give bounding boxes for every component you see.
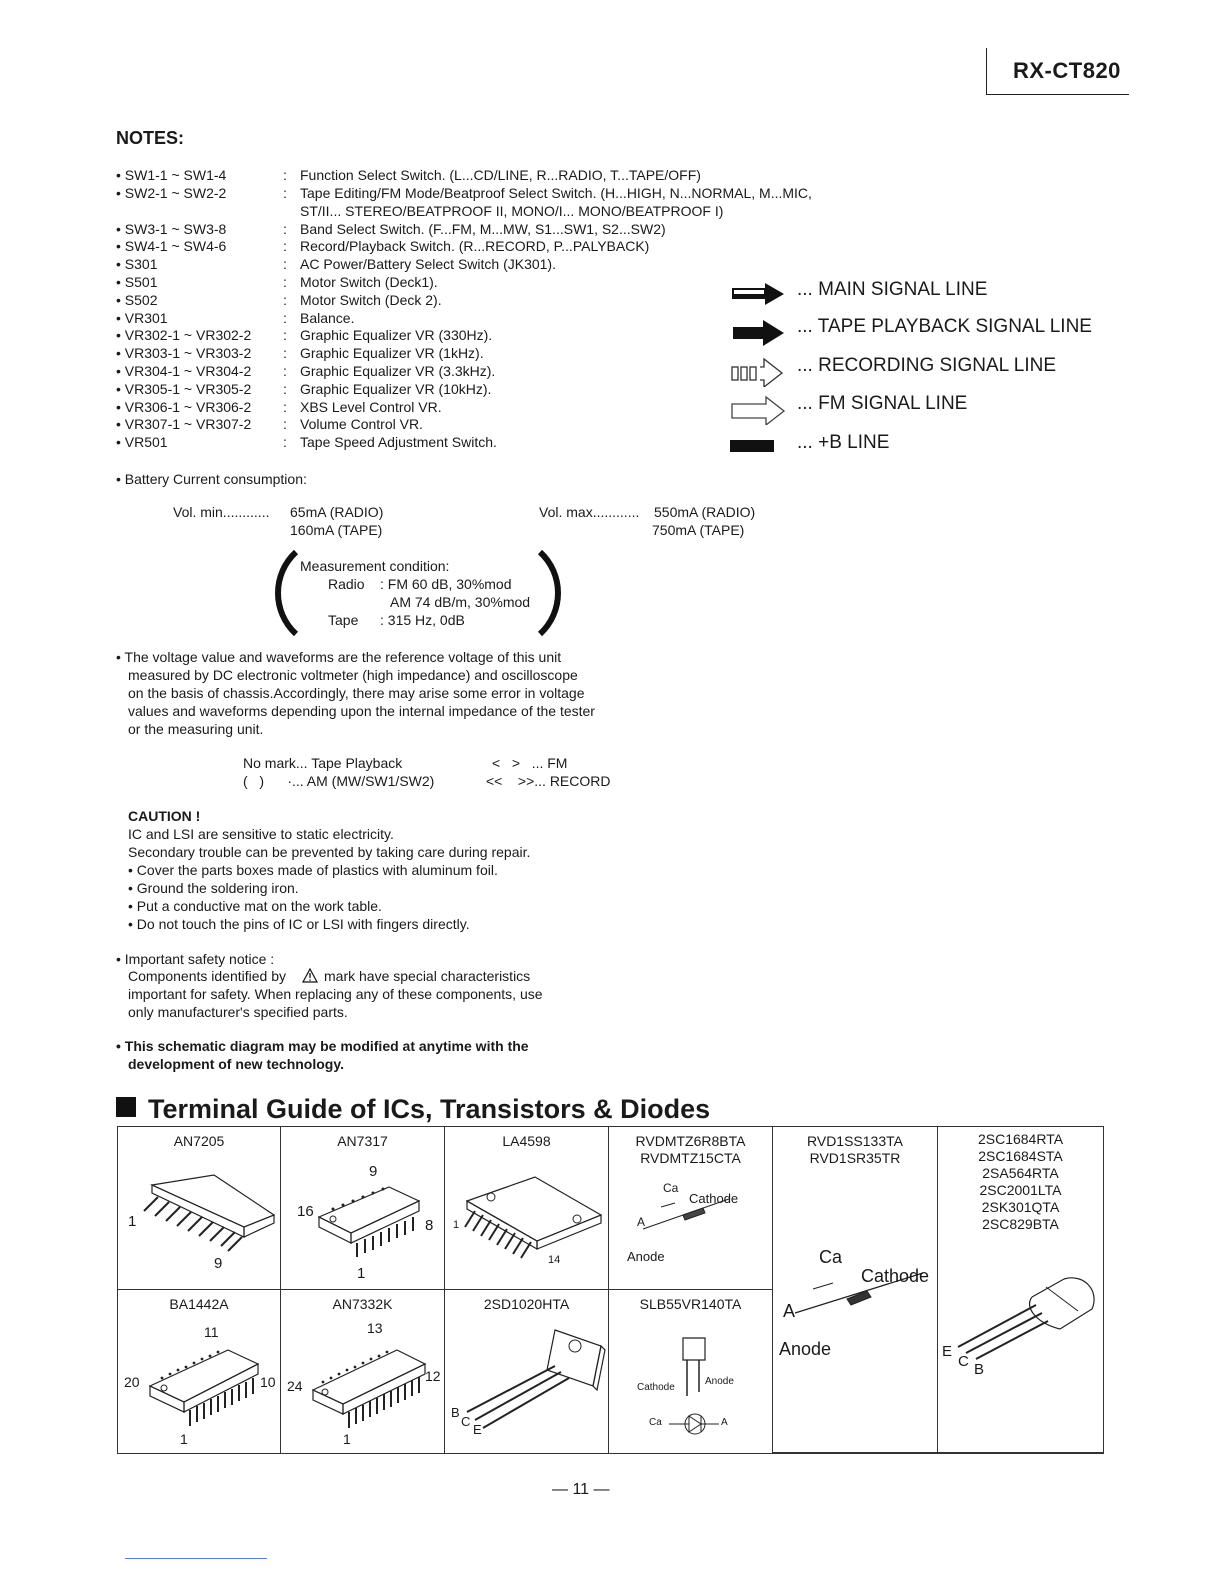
anode-label: Anode <box>705 1376 734 1387</box>
switch-label: • VR305-1 ~ VR305-2 <box>116 380 252 397</box>
ca-label: Ca <box>819 1247 843 1267</box>
main-signal-arrow-icon <box>730 281 788 307</box>
cell-slb55vr140ta: SLB55VR140TA Cathode Anode Ca A <box>609 1290 773 1453</box>
tape-label: Tape <box>328 612 359 628</box>
anode-label: Anode <box>779 1339 832 1359</box>
separator-colon: : <box>283 291 287 308</box>
cell-an7317: AN7317 9 16 8 1 <box>281 1127 445 1290</box>
a-label: A <box>721 1417 728 1428</box>
voltage-line-2: measured by DC electronic voltmeter (high impedance) and oscilloscope <box>128 667 578 683</box>
separator-colon: : <box>283 256 287 273</box>
recording-arrow-icon <box>730 357 788 387</box>
pin-9-label: 9 <box>369 1163 378 1180</box>
switch-description: Graphic Equalizer VR (330Hz). <box>300 327 493 344</box>
switch-description: Graphic Equalizer VR (10kHz). <box>300 380 492 397</box>
switch-label: • VR501 <box>116 434 168 451</box>
switch-label: • SW3-1 ~ SW3-8 <box>116 220 227 237</box>
power-ic-drawing <box>453 1169 605 1259</box>
tape-playback-arrow-icon <box>730 318 788 348</box>
switch-description: Tape Speed Adjustment Switch. <box>300 434 497 451</box>
pin-10-label: 10 <box>260 1374 276 1390</box>
part-number: 2SK301QTA <box>981 1199 1060 1215</box>
pin-14-label: 14 <box>548 1254 561 1266</box>
cell-an7332k: AN7332K 13 24 12 1 <box>281 1290 445 1453</box>
cell-an7205: AN7205 1 9 <box>118 1127 281 1290</box>
pin-11-label: 11 <box>204 1324 219 1340</box>
separator-colon: : <box>283 398 287 415</box>
cell-ba1442a: BA1442A 11 20 10 1 <box>118 1290 281 1453</box>
pin-20-label: 20 <box>124 1374 140 1390</box>
switch-description: Function Select Switch. (L...CD/LINE, R...RADIO, T...TAPE/OFF) <box>300 167 701 183</box>
pin-1-label: 1 <box>128 1213 137 1230</box>
switch-label: • SW4-1 ~ SW4-6 <box>116 238 227 255</box>
switch-description: Balance. <box>300 309 355 326</box>
switch-label: • VR302-1 ~ VR302-2 <box>116 327 252 344</box>
battery-title: • Battery Current consumption: <box>116 471 307 487</box>
page: RX-CT820 NOTES: • SW1-1 ~ SW1-4 : Function Select Switch. (L...CD/LINE, R...RADIO, T...TAPE/OFF) • SW2-1 ~ SW2-2 : Tape Editing/FM Mode/Beatproof Select Switch. (H...HIGH, N...NORMAL, M...MIC, ST/II... STEREO/BEATPROOF II, MONO/I... MONO/BEATPROOF I) • SW3-1 ~ SW3-8 : Band Select Switch. (F...FM, M...MW, S1...SW1, S2...SW2) • SW4-1 ~ SW4-6 : Record/Playback Switch. (R...RECORD, P...PALYBACK) • S301 : AC Power/Battery Select Switch (JK301). • S501 : Motor Switch (Deck1). • S502 : Motor Switch (Deck 2). • VR301 : Balance. • VR302-1 ~ VR302-2 : Graphic Equalizer VR (330Hz). • VR303-1 ~ VR303-2 : Graphic Equalizer VR (1kHz). • VR304-1 ~ VR304-2 : Graphic Equalizer VR (3.3kHz). • VR305-1 ~ VR305-2 : Graphic Equalizer VR (10kHz). • VR306-1 ~ VR306-2 : XBS Level Control VR. • VR307-1 ~ VR307-2 : Volume Control VR. • VR501 : Tape Speed Adjustment Switch. ... MAIN SIGNAL LINE ... TAPE PLAYBACK SIGNAL LINE ... RECORDING SIGNAL LINE ... FM SIGNAL LINE ... +B LINE • Battery Current consumption: Vol. min............ 65mA (RADIO) 160mA (TAPE) Vol. max............ 550mA (RADIO) 750mA (TAPE) Measurement condition: Radio : FM 60 dB, 30%mod AM 74 dB/m, 30%mod Tape : 315 Hz, 0dB • The voltage value and waveforms are the reference voltage of this unit measured by DC electronic voltmeter (high impedance) and oscilloscope on the basis of chassis.Accordingly, there may arise some error in voltage values and waveforms depending upon the internal impedance of the tester or the measuring unit. No mark... Tape Playback ( ) ·... AM (MW/SW1/SW2) < > ... FM << >>... RECORD CAUTION ! IC and LSI are sensitive to static electricity. Secondary trouble can be prevented by taking care during repair. • Cover the parts boxes made of plastics with aluminum foil. • Ground the soldering iron. • Put a conductive mat on the work table. • Do not touch the pins of IC or LSI with fingers directly. • Important safety notice : Components identified by mark have special characteristics important for safety. When replacing any of these components, use only manufacturer's specified parts. • This schematic diagram may be modified at anytime with the development of new technology. Terminal Guide of ICs, Transistors & Diodes AN7205 1 9 AN7317 9 16 8 1 LA4598 1 14 RVDMTZ6R8BTA RVDMTZ15CTA Ca Cathode A Anode RVD1SS133TA RVD1SR35TR Ca Cathode A Anode 2SC1684RTA 2SC1684STA 2SA564RTA 2SC2001LTA 2SK301QTA 2SC829BTA E C B BA1442A 11 20 10 1 AN7332K 13 24 12 1 2SD1020HTA B C E SLB55VR140TA Cathode Anode Ca A — 11 — <box>0 0 1224 1584</box>
cell-rvd1ss133ta: RVD1SS133TA RVD1SR35TR Ca Cathode A Anode <box>773 1127 938 1453</box>
separator-colon: : <box>283 434 287 451</box>
switch-description-cont: ST/II... STEREO/BEATPROOF II, MONO/I... MONO/BEATPROOF I) <box>300 202 724 219</box>
mark-fm: < > ... FM <box>492 755 568 771</box>
switch-label: • VR306-1 ~ VR306-2 <box>116 398 252 415</box>
dip-ic-drawing <box>299 1171 439 1271</box>
switch-label: • S301 <box>116 256 158 273</box>
b-line-bar-icon <box>730 434 788 456</box>
pin-1-label: 1 <box>357 1265 366 1282</box>
voltage-line-4: values and waveforms depending upon the internal impedance of the tester <box>128 703 595 719</box>
switch-description: Band Select Switch. (F...FM, M...MW, S1...SW1, S2...SW2) <box>300 220 666 237</box>
radio-label: Radio <box>328 576 365 592</box>
voltage-line-3: on the basis of chassis.Accordingly, there may arise some error in voltage <box>128 685 585 701</box>
sip-ic-drawing <box>124 1167 279 1267</box>
caution-line-3: • Cover the parts boxes made of plastics with aluminum foil. <box>128 862 498 878</box>
separator-colon: : <box>283 309 287 326</box>
caution-line-2: Secondary trouble can be prevented by taking care during repair. <box>128 844 531 860</box>
cell-2sd1020hta: 2SD1020HTA B C E <box>445 1290 609 1453</box>
pin-8-label: 8 <box>425 1217 434 1234</box>
switch-label: • VR304-1 ~ VR304-2 <box>116 363 252 379</box>
mark-record: << >>... RECORD <box>486 773 611 789</box>
measurement-title: Measurement condition: <box>300 558 450 574</box>
switch-label: • SW2-1 ~ SW2-2 <box>116 184 227 201</box>
switch-description: AC Power/Battery Select Switch (JK301). <box>300 256 556 273</box>
cell-rvdmtz: RVDMTZ6R8BTA RVDMTZ15CTA Ca Cathode A Anode <box>609 1127 773 1290</box>
pin-1-label: 1 <box>180 1431 188 1447</box>
part-number: 2SA564RTA <box>982 1165 1059 1181</box>
c-label: C <box>958 1353 969 1370</box>
radio-value-am: AM 74 dB/m, 30%mod <box>390 594 531 610</box>
right-parenthesis <box>532 550 572 636</box>
switch-label: • SW1-1 ~ SW1-4 <box>116 167 227 183</box>
part-number: 2SC2001LTA <box>979 1182 1062 1198</box>
c-label: C <box>461 1414 471 1429</box>
part-number: 2SC1684STA <box>978 1148 1063 1164</box>
vol-min-radio: 65mA (RADIO) <box>290 504 384 520</box>
safety-line-3: only manufacturer's specified parts. <box>128 1004 348 1020</box>
separator-colon: : <box>283 345 287 362</box>
switch-description: Graphic Equalizer VR (3.3kHz). <box>300 363 496 379</box>
pin-1-label: 1 <box>453 1219 460 1231</box>
caution-line-4: • Ground the soldering iron. <box>128 880 299 896</box>
vol-min-label: Vol. min............ <box>173 504 270 520</box>
voltage-line-5: or the measuring unit. <box>128 721 264 737</box>
separator-colon: : <box>283 274 287 290</box>
schematic-note-2: development of new technology. <box>128 1056 344 1072</box>
separator-colon: : <box>283 327 287 344</box>
switch-description: Motor Switch (Deck1). <box>300 274 438 290</box>
warning-triangle-icon <box>302 968 318 984</box>
e-label: E <box>942 1343 953 1360</box>
vol-max-radio: 550mA (RADIO) <box>654 504 756 520</box>
b-label: B <box>451 1405 460 1420</box>
separator-colon: : <box>283 184 287 201</box>
separator-colon: : <box>283 380 287 397</box>
caution-title: CAUTION ! <box>128 808 201 824</box>
caution-line-6: • Do not touch the pins of IC or LSI with fingers directly. <box>128 916 470 932</box>
terminal-guide-title: Terminal Guide of ICs, Transistors & Diodes <box>116 1094 710 1125</box>
page-number: — 11 — <box>552 1481 610 1498</box>
cell-transistors <box>938 1127 1103 1453</box>
switch-description: Graphic Equalizer VR (1kHz). <box>300 345 484 362</box>
notes-title: NOTES: <box>116 128 185 148</box>
a-label: A <box>637 1215 646 1229</box>
mark-am: ( ) ·... AM (MW/SW1/SW2) <box>243 773 435 789</box>
anode-label: Anode <box>627 1249 665 1264</box>
vol-min-tape: 160mA (TAPE) <box>290 522 383 538</box>
switch-label: • S501 <box>116 274 158 290</box>
cathode-label: Cathode <box>861 1266 930 1286</box>
pin-13-label: 13 <box>367 1320 383 1336</box>
switch-description: Volume Control VR. <box>300 416 423 433</box>
switch-label: • VR307-1 ~ VR307-2 <box>116 416 252 433</box>
safety-line-1b: mark have special characteristics <box>324 968 531 984</box>
separator-colon: : <box>283 220 287 237</box>
switch-description: XBS Level Control VR. <box>300 398 442 415</box>
mark-no-mark: No mark... Tape Playback <box>243 755 403 771</box>
safety-line-2: important for safety. When replacing any of these components, use <box>128 986 543 1002</box>
pin-24-label: 24 <box>287 1378 303 1394</box>
switch-label: • VR301 <box>116 309 168 326</box>
tape-value: : 315 Hz, 0dB <box>380 612 465 628</box>
ca-label: Ca <box>649 1417 662 1428</box>
vol-max-tape: 750mA (TAPE) <box>652 522 745 538</box>
a-label: A <box>783 1301 796 1321</box>
pin-12-label: 12 <box>425 1368 441 1384</box>
switch-description: Record/Playback Switch. (R...RECORD, P...PALYBACK) <box>300 238 650 255</box>
cell-la4598: LA4598 1 14 <box>445 1127 609 1290</box>
switch-label: • VR303-1 ~ VR303-2 <box>116 345 252 362</box>
switch-description: Tape Editing/FM Mode/Beatproof Select Switch. (H...HIGH, N...NORMAL, M...MIC, <box>300 184 812 201</box>
safety-title: • Important safety notice : <box>116 951 275 967</box>
caution-line-1: IC and LSI are sensitive to static electricity. <box>128 826 394 842</box>
separator-colon: : <box>283 363 287 379</box>
radio-value: : FM 60 dB, 30%mod <box>380 576 512 592</box>
pin-16-label: 16 <box>297 1203 314 1220</box>
pin-1-label: 1 <box>343 1431 351 1447</box>
caution-line-5: • Put a conductive mat on the work table. <box>128 898 382 914</box>
bottom-rule <box>125 1558 267 1559</box>
voltage-line-1: • The voltage value and waveforms are the reference voltage of this unit <box>116 649 562 665</box>
model-title: RX-CT820 <box>1013 58 1121 83</box>
switch-label: • S502 <box>116 291 158 308</box>
separator-colon: : <box>283 416 287 433</box>
part-number: 2SC829BTA <box>982 1216 1059 1232</box>
safety-line-1a: Components identified by <box>128 968 286 984</box>
square-bullet-icon <box>116 1097 136 1117</box>
terminal-guide-grid <box>117 1126 1104 1454</box>
dip-ic-drawing <box>303 1334 443 1434</box>
separator-colon: : <box>283 167 287 183</box>
to92-transistor-drawing <box>944 1267 1100 1367</box>
separator-colon: : <box>283 238 287 255</box>
cathode-label: Cathode <box>689 1191 739 1206</box>
cathode-label: Cathode <box>637 1382 675 1393</box>
part-number: 2SC1684RTA <box>977 1131 1064 1147</box>
fm-arrow-icon <box>730 395 788 425</box>
ca-label: Ca <box>663 1181 679 1195</box>
vol-max-label: Vol. max............ <box>539 504 640 520</box>
dip-ic-drawing <box>138 1334 278 1434</box>
pin-9-label: 9 <box>214 1255 223 1272</box>
schematic-note-1: • This schematic diagram may be modified at anytime with the <box>116 1038 529 1054</box>
b-label: B <box>974 1361 985 1378</box>
switch-description: Motor Switch (Deck 2). <box>300 291 442 308</box>
e-label: E <box>473 1422 482 1437</box>
